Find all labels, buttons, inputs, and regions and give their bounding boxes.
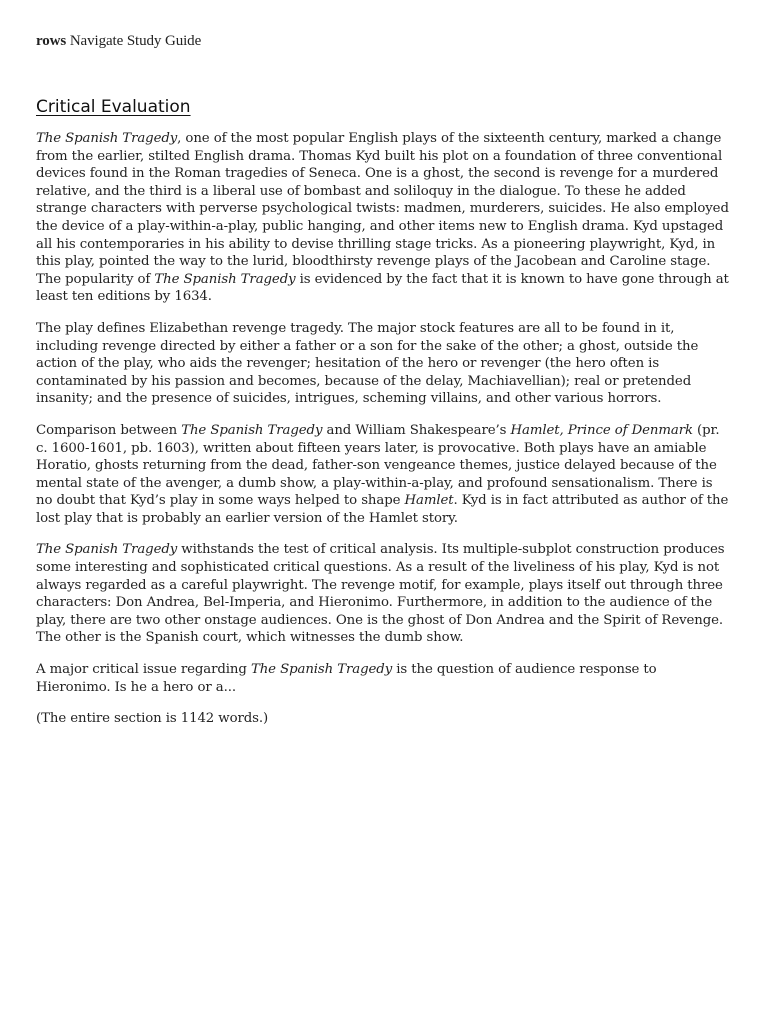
paragraph-text: is evidenced by the fact that it is known to have gone through at least ten editions by 1634.: [36, 271, 729, 305]
title-italic: The Spanish Tragedy: [181, 422, 323, 438]
section-heading: [36, 97, 191, 117]
title-italic: Hamlet, Prince of Denmark: [510, 422, 693, 438]
document-page: [36, 30, 732, 727]
paragraph-text: Comparison between: [36, 422, 182, 438]
study-guide-nav[interactable]: [36, 30, 732, 52]
paragraph-text: A major critical issue regarding: [36, 662, 251, 678]
paragraph-text: (pr. c. 1600-1601, pb. 1603), written about fifteen years later, is provocative. Both plays have an amiable Horatio, ghosts returning from the dead, father-son vengeance themes, justice delayed because of the mental state of the avenger, a dumb show, a play-within-a-play, and profound sensationalism. There is no doubt that Kyd’s play in some ways helped to shape: [36, 422, 720, 509]
paragraph-1: [36, 130, 732, 306]
title-italic: The Spanish Tragedy: [154, 271, 296, 287]
article-body: [36, 130, 732, 742]
paragraph-text: . Kyd is in fact attributed as author of the lost play that is probably an earlier version of the Hamlet story.: [36, 493, 729, 526]
paragraph-4: [36, 541, 732, 647]
paragraph-text: (The entire section is 1142 words.): [36, 711, 269, 727]
title-italic: Hamlet: [404, 493, 454, 509]
nav-bold-label: rows: [36, 33, 67, 49]
paragraph-text: and William Shakespeare’s: [322, 422, 511, 438]
title-italic: The Spanish Tragedy: [36, 542, 178, 558]
word-count-note: [36, 710, 732, 728]
paragraph-text: The play defines Elizabethan revenge tragedy. The major stock features are all to be found in it, including revenge directed by either a father or a son for the sake of the other; a ghost, outside the action of the play, who aids the revenger; hesitation of the hero or revenger (the hero often is contaminated by his passion and becomes, because of the delay, Machiavellian); real or pretended insanity; and the presence of suicides, intrigues, scheming villains, and other various horrors.: [36, 320, 699, 407]
section-heading-text: Critical Evaluation: [36, 97, 191, 117]
paragraph-text: , one of the most popular English plays of the sixteenth century, marked a change from the earlier, stilted English drama. Thomas Kyd built his plot on a foundation of three conventional devices found in the Roman tragedies of Seneca. One is a ghost, the second is revenge for a murdered relative, and the third is a liberal use of bombast and soliloquy in the dialogue. To these he added strange characters with perverse psychological twists: madmen, murderers, suicides. He also employed the device of a play-within-a-play, public hanging, and other items new to English drama. Kyd upstaged all his contemporaries in his ability to devise thrilling stage tricks. As a pioneering playwright, Kyd, in this play, pointed the way to the lurid, bloodthirsty revenge plays of the Jacobean and Caroline stage. The popularity of: [36, 131, 729, 287]
title-italic: The Spanish Tragedy: [36, 131, 178, 146]
paragraph-5: [36, 661, 732, 696]
paragraph-text: is the question of audience response to Hieronimo. Is he a hero or a...: [36, 662, 657, 695]
title-italic: The Spanish Tragedy: [250, 662, 393, 678]
paragraph-text: withstands the test of critical analysis. Its multiple-subplot construction produces some interesting and sophisticated critical questions. As a result of the liveliness of his play, Kyd is not always regarded as a careful playwright. The revenge motif, for example, plays itself out through three characters: Don Andrea, Bel-Imperia, and Hieronimo. Furthermore, in addition to the audience of the play, there are two other onstage audiences. One is the ghost of Don Andrea and the Spirit of Revenge. The other is the Spanish court, which witnesses the dumb show.: [36, 542, 725, 646]
paragraph-3: [36, 422, 732, 528]
nav-label: Navigate Study Guide: [66, 33, 202, 49]
paragraph-2: [36, 320, 732, 408]
